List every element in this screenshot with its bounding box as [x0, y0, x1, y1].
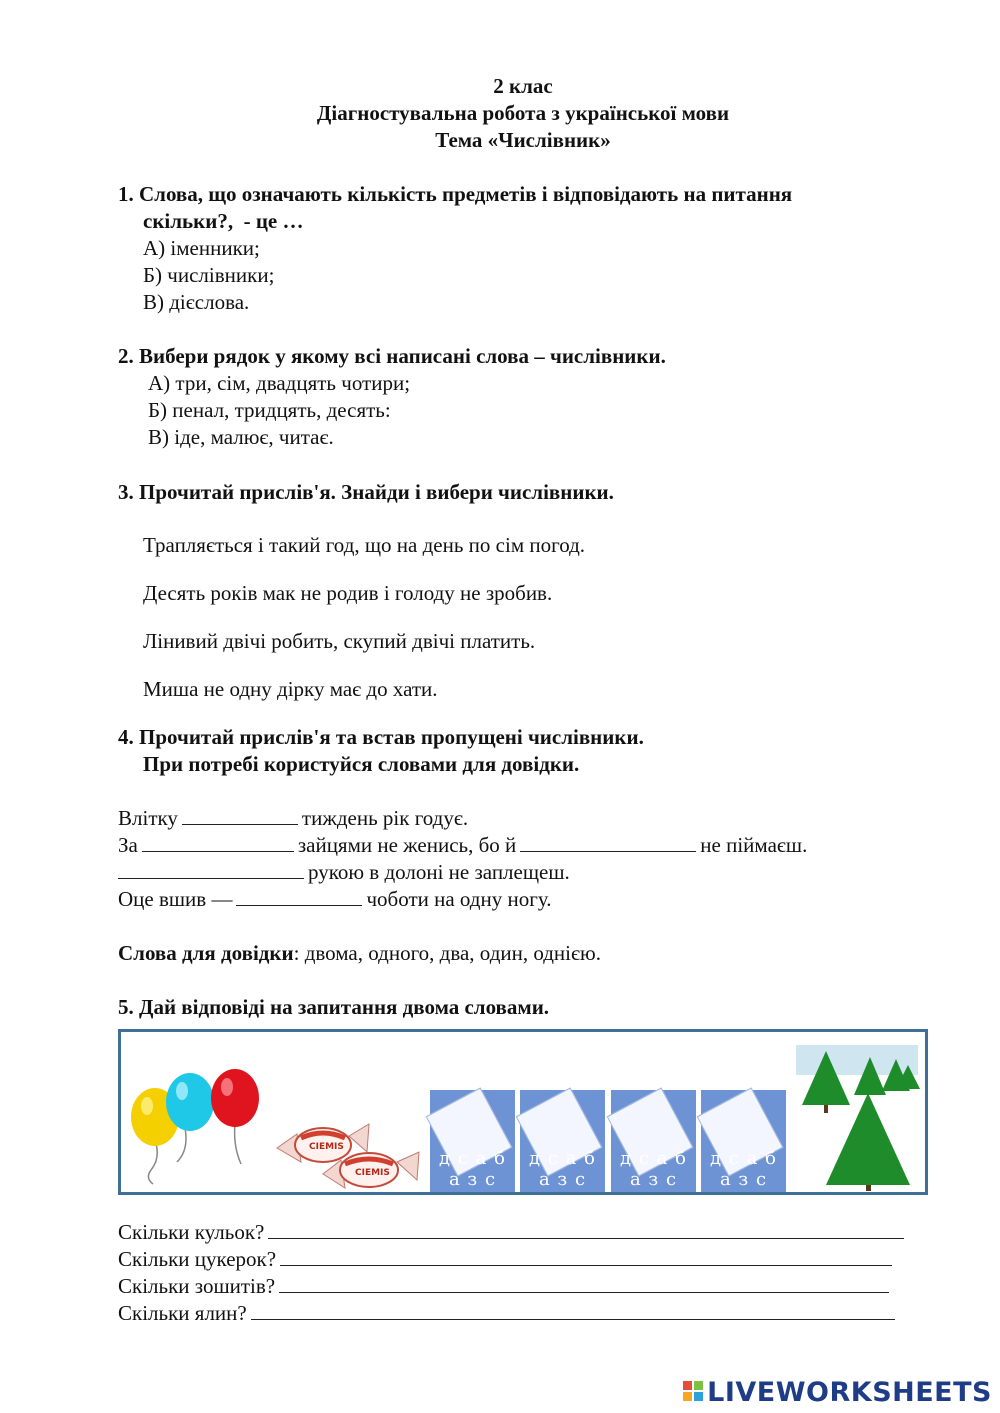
liveworksheets-logo-text: LIVEWORKSHEETS — [707, 1377, 992, 1408]
q4-s4-text-a: Оце вшив — — [118, 887, 233, 911]
liveworksheets-logo — [683, 1377, 992, 1408]
q5-question-4-label: Скільки ялин? — [118, 1301, 247, 1325]
q4-s1-text-a: Влітку — [118, 806, 178, 830]
q4-hint — [118, 941, 601, 966]
q4-blank-1[interactable] — [182, 806, 298, 825]
q2-option-c[interactable]: В) іде, малює, читає. — [148, 425, 334, 449]
q5-question-2 — [118, 1247, 896, 1272]
q2-title: 2. Вибери рядок у якому всі написані слова – числівники. — [118, 344, 666, 368]
q4-s1-text-b: тиждень рік годує. — [301, 806, 469, 830]
q2-option-b[interactable]: Б) пенал, тридцять, десять: — [148, 398, 391, 422]
q1-title: 1. Слова, що означають кількість предметів і відповідають на питання — [118, 182, 793, 206]
q4-sentence-3 — [118, 860, 570, 885]
q4-hint-words: : двома, одного, два, один, однією. — [293, 941, 601, 965]
grade-heading: 2 клас — [493, 74, 553, 98]
worksheet-title: Діагностувальна робота з української мови — [316, 101, 730, 125]
q4-s2-text-a: За — [118, 833, 138, 857]
q4-sentence-2 — [118, 833, 807, 858]
q4-s4-text-b: чоботи на одну ногу. — [366, 887, 552, 911]
liveworksheets-logo-icon — [683, 1381, 705, 1403]
q5-question-4 — [118, 1301, 899, 1326]
q3-proverb-2[interactable]: Десять років мак не родив і голоду не зробив. — [143, 581, 553, 605]
notebook-letters-1: д с а б а з с — [439, 1148, 506, 1190]
candy-label-2: CIEMIS — [355, 1168, 390, 1178]
notebook-letters-4: д с а б а з с — [710, 1148, 777, 1190]
q4-sentence-1 — [118, 806, 468, 831]
q5-title: 5. Дай відповіді на запитання двома словами. — [118, 995, 550, 1019]
candies-icon — [275, 1118, 423, 1195]
q5-question-3 — [118, 1274, 893, 1299]
fir-trees-icon — [796, 1045, 921, 1193]
q2-option-a[interactable]: А) три, сім, двадцять чотири; — [148, 371, 411, 395]
notebook-icon — [430, 1090, 515, 1194]
candy-label-1: CIEMIS — [309, 1142, 344, 1152]
counting-picture — [118, 1029, 928, 1195]
q5-question-3-label: Скільки зошитів? — [118, 1274, 276, 1298]
notebook-icon — [611, 1090, 696, 1194]
q4-hint-label: Слова для довідки — [118, 941, 294, 965]
q1-title-cont: скільки?, - це … — [143, 209, 304, 233]
notebook-letters-3: д с а б а з с — [620, 1148, 687, 1190]
q4-sentence-4 — [118, 887, 551, 912]
q4-title-cont: При потребі користуйся словами для довідки. — [143, 752, 580, 776]
q5-answer-4[interactable] — [251, 1301, 895, 1320]
balloons-icon — [127, 1062, 267, 1187]
q5-answer-3[interactable] — [279, 1274, 889, 1293]
q3-proverb-3[interactable]: Лінивий двічі робить, скупий двічі платить. — [143, 629, 536, 653]
q4-s3-text-a: рукою в долоні не заплещеш. — [308, 860, 570, 884]
q1-option-c[interactable]: В) дієслова. — [143, 290, 250, 314]
q5-answer-1[interactable] — [268, 1220, 904, 1239]
notebook-icon — [701, 1090, 786, 1194]
q1-option-b[interactable]: Б) числівники; — [143, 263, 275, 287]
notebook-icon — [520, 1090, 605, 1194]
q5-question-2-label: Скільки цукерок? — [118, 1247, 277, 1271]
q5-question-1-label: Скільки кульок? — [118, 1220, 265, 1244]
notebook-letters-2: д с а б а з с — [529, 1148, 596, 1190]
q4-title: 4. Прочитай прислів'я та встав пропущені числівники. — [118, 725, 644, 749]
q4-s2-text-b: зайцями не женись, бо й — [297, 833, 517, 857]
q3-proverb-1[interactable]: Трапляється і такий год, що на день по сім погод. — [143, 533, 586, 557]
q4-blank-2[interactable] — [142, 833, 294, 852]
q3-title: 3. Прочитай прислів'я. Знайди і вибери числівники. — [118, 480, 614, 504]
q5-question-1 — [118, 1220, 908, 1245]
q4-blank-5[interactable] — [236, 887, 362, 906]
q5-answer-2[interactable] — [280, 1247, 892, 1266]
q4-s2-text-c: не піймаєш. — [700, 833, 808, 857]
q4-blank-4[interactable] — [118, 860, 304, 879]
q3-proverb-4[interactable]: Миша не одну дірку має до хати. — [143, 677, 438, 701]
q1-option-a[interactable]: А) іменники; — [143, 236, 260, 260]
q4-blank-3[interactable] — [520, 833, 696, 852]
topic-heading: Тема «Числівник» — [435, 128, 611, 152]
